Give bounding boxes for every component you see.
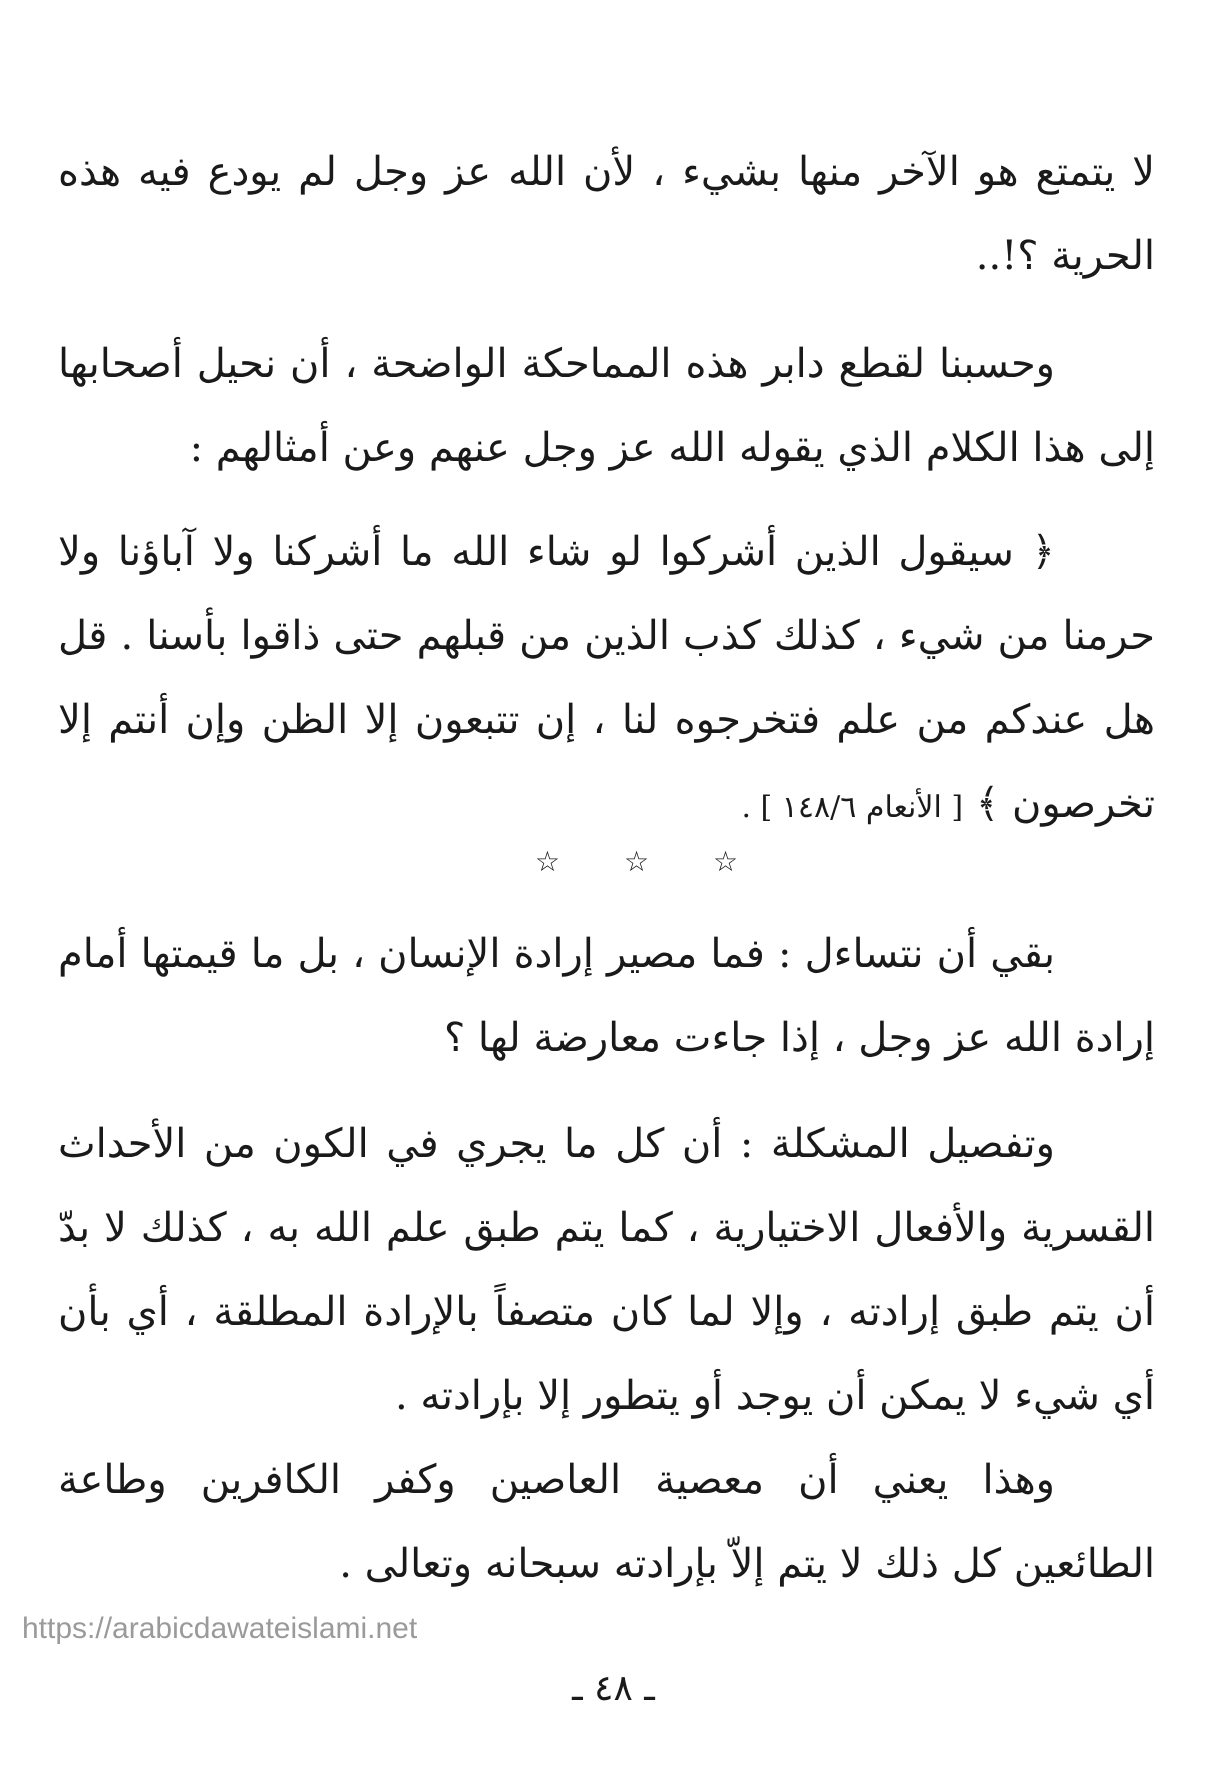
verse-citation: [ الأنعام ١٤٨/٦ ] . [741, 790, 964, 825]
quran-verse-text: ﴿ سيقول الذين أشركوا لو شاء الله ما أشركنا ولا آباؤنا ولا حرمنا من شيء ، كذلك كذب الذين من قبلهم حتى ذاقوا بأسنا . قل هل عندكم من علم فتخرجوه لنا ، إن تتبعون إلا الظن وإن أنتم إلا تخرصون ﴾ [58, 529, 1156, 827]
paragraph-6-text: وهذا يعني أن معصية العاصين وكفر الكافرين وطاعة الطائعين كل ذلك لا يتم إلاّ بإرادته سبحانه وتعالى . [58, 1457, 1155, 1587]
paragraph-6 [58, 1438, 1155, 1606]
paragraph-1 [58, 130, 1155, 298]
section-separator [0, 845, 1227, 878]
paragraph-1-text: لا يتمتع هو الآخر منها بشيء ، لأن الله عز وجل لم يودع فيه هذه الحرية ؟!.. [58, 149, 1155, 279]
star-icon: ☆ [534, 845, 624, 878]
quran-verse-block [58, 510, 1155, 850]
paragraph-5 [58, 1102, 1155, 1438]
paragraph-2-text: وحسبنا لقطع دابر هذه المماحكة الواضحة ، أن نحيل أصحابها إلى هذا الكلام الذي يقوله الله عز وجل عنهم وعن أمثالهم : [58, 341, 1155, 471]
page-number: ـ ٤٨ ـ [572, 1668, 655, 1709]
paragraph-2 [58, 322, 1155, 490]
watermark-url: https://arabicdawateislami.net [22, 1612, 418, 1645]
quran-verse [58, 510, 1155, 850]
paragraph-5-text: وتفصيل المشكلة : أن كل ما يجري في الكون من الأحداث القسرية والأفعال الاختيارية ، كما يتم طبق علم الله به ، كذلك لا بدّ أن يتم طبق إرادته ، وإلا لما كان متصفاً بالإرادة المطلقة ، أي بأن أي شيء لا يمكن أن يوجد أو يتطور إلا بإرادته . [58, 1121, 1155, 1419]
paragraph-4 [58, 912, 1155, 1080]
paragraph-4-text: بقي أن نتساءل : فما مصير إرادة الإنسان ، بل ما قيمتها أمام إرادة الله عز وجل ، إذا جاءت معارضة لها ؟ [58, 931, 1155, 1061]
star-icon: ☆ [713, 845, 803, 878]
star-icon: ☆ [623, 845, 714, 878]
